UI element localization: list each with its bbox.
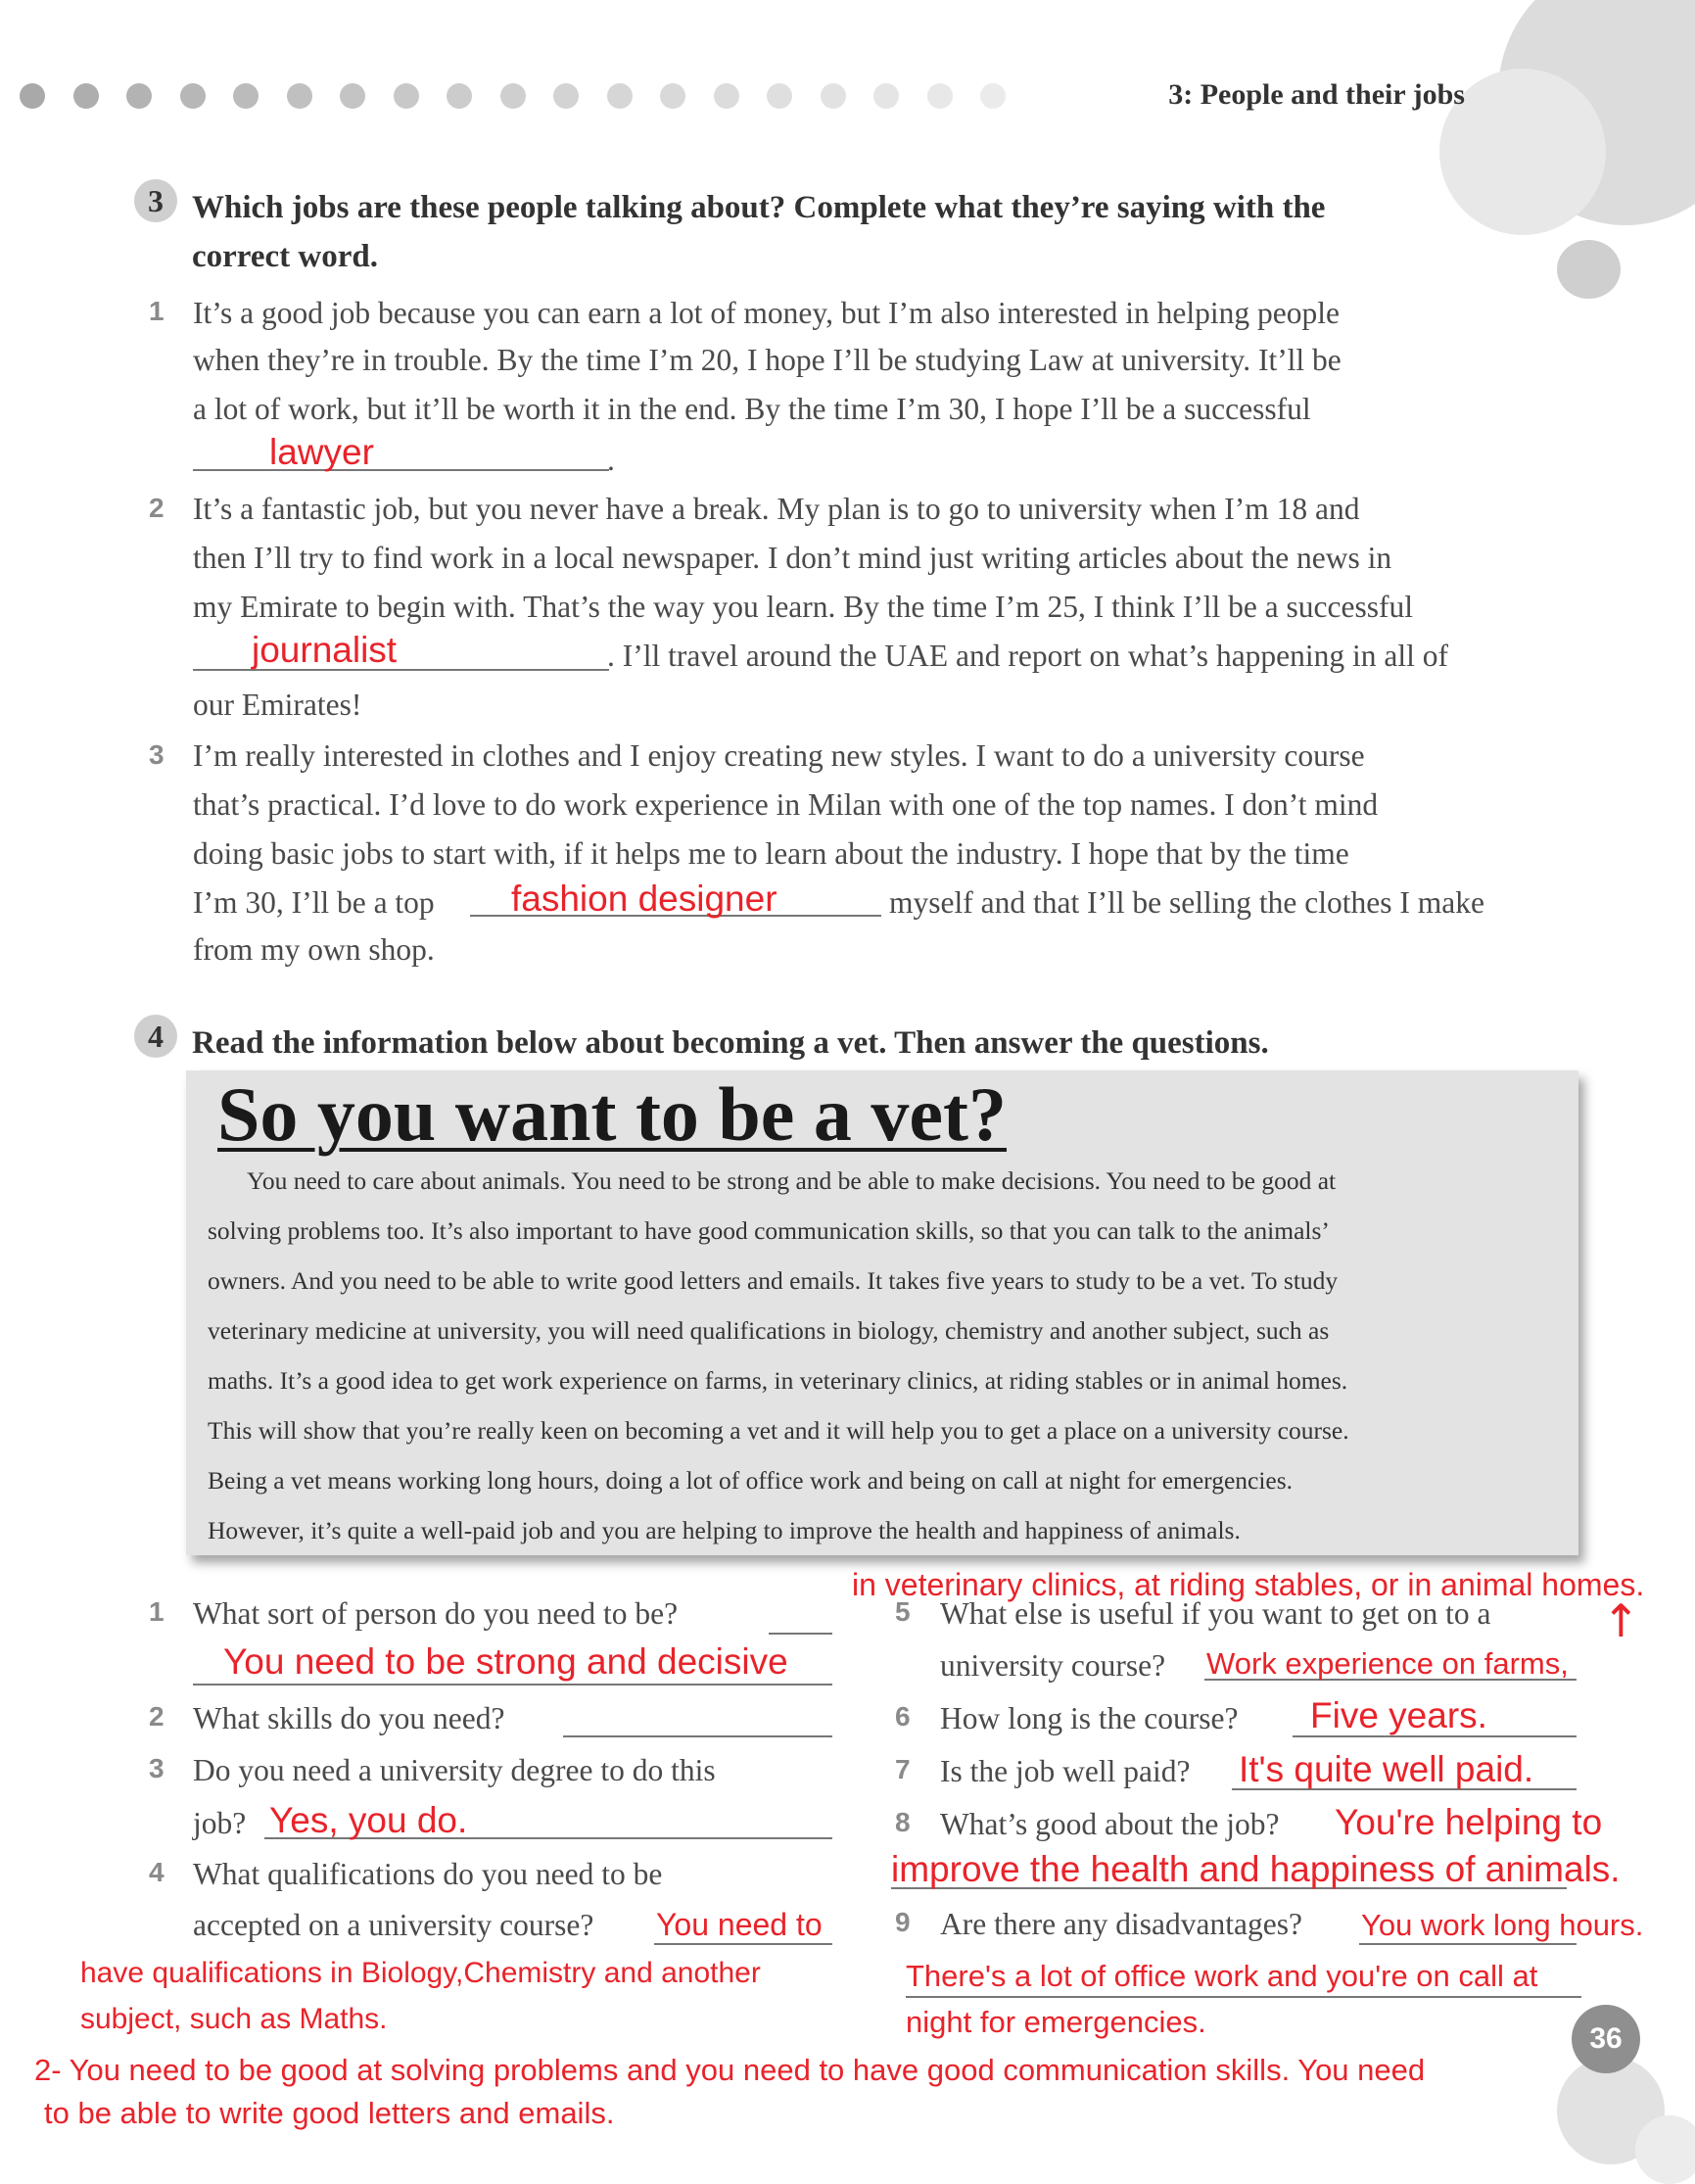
header-dot <box>447 83 472 109</box>
item-1-answer-blank[interactable] <box>193 436 609 471</box>
item-1-answer: lawyer <box>269 432 374 472</box>
q4-text-line2: accepted on a university course? <box>193 1908 594 1942</box>
decorative-circle-small <box>1557 240 1621 299</box>
q8-number: 8 <box>895 1807 911 1837</box>
q3-text-line2: job? <box>193 1806 247 1840</box>
header-dot <box>767 83 792 109</box>
header-dot <box>20 83 45 109</box>
item-3-line4-rest: myself and that I’ll be selling the clothes I make <box>889 885 1484 920</box>
header-dot <box>500 83 526 109</box>
q2-answer-line2: to be able to write good letters and emails. <box>44 2096 615 2130</box>
item-2-line5: our Emirates! <box>193 688 362 722</box>
header-dot <box>287 83 312 109</box>
q3-answer: Yes, you do. <box>269 1800 468 1840</box>
vet-box-line: Being a vet means working long hours, doing a lot of office work and being on call at night for emergencies. <box>208 1466 1294 1495</box>
q5-text-line2: university course? <box>940 1648 1166 1683</box>
q4-answer-line3: subject, such as Maths. <box>80 2003 388 2035</box>
q5-answer-continuation: in veterinary clinics, at riding stables, or in animal homes. <box>852 1567 1645 1602</box>
vet-box-line: maths. It’s a good idea to get work experience on farms, in veterinary clinics, at riding stables or in animal homes. <box>208 1366 1348 1395</box>
exercise-3-title-line1: Which jobs are these people talking about? Complete what they’re saying with the <box>192 190 1326 225</box>
q6-answer: Five years. <box>1310 1695 1487 1735</box>
vet-box-line: owners. And you need to be able to write good letters and emails. It takes five years to study to be a vet. To study <box>208 1266 1339 1295</box>
q9-answer-line2: There's a lot of office work and you're on call at <box>906 1959 1538 1993</box>
q9-answer-line3: night for emergencies. <box>906 2005 1206 2039</box>
section-title: 3: People and their jobs <box>1168 78 1465 111</box>
header-dot <box>340 83 365 109</box>
q4-answer-part1: You need to <box>656 1907 823 1942</box>
exercise-3-title-line2: correct word. <box>192 239 378 274</box>
header-dot <box>821 83 846 109</box>
q4-answer-line2: have qualifications in Biology,Chemistry and another <box>80 1957 761 1989</box>
item-3-answer: fashion designer <box>511 878 777 919</box>
header-dot <box>873 83 899 109</box>
q1-number: 1 <box>149 1596 165 1627</box>
q8-answer-part1: You're helping to <box>1335 1802 1603 1842</box>
q5-answer: Work experience on farms, <box>1206 1646 1569 1681</box>
item-2-number: 2 <box>149 493 165 523</box>
exercise-3-number: 3 <box>134 179 177 222</box>
q4-answer-blank[interactable] <box>654 1910 832 1945</box>
item-3-line4-start: I’m 30, I’ll be a top <box>193 885 435 920</box>
vet-box-line: solving problems too. It’s also important to have good communication skills, so that you can talk to the animals’ <box>208 1216 1330 1245</box>
q1-blank-1[interactable] <box>769 1599 832 1635</box>
header-dot <box>980 83 1006 109</box>
q3-text-line1: Do you need a university degree to do this <box>193 1753 716 1787</box>
vet-box-line: veterinary medicine at university, you will need qualifications in biology, chemistry and another subject, such as <box>208 1316 1330 1345</box>
header-dot <box>553 83 579 109</box>
item-3-line2: that’s practical. I’d love to do work experience in Milan with one of the top names. I don’t mind <box>193 787 1379 822</box>
q2-answer-blank[interactable] <box>563 1702 832 1737</box>
q5-text-line1: What else is useful if you want to get on to a <box>940 1596 1491 1631</box>
q9-text: Are there any disadvantages? <box>940 1907 1302 1941</box>
q9-number: 9 <box>895 1907 911 1937</box>
header-dot-row <box>20 83 1018 109</box>
item-1-line3: a lot of work, but it’ll be worth it in the end. By the time I’m 30, I hope I’ll be a successful <box>193 392 1311 426</box>
q7-number: 7 <box>895 1754 911 1784</box>
q2-text: What skills do you need? <box>193 1701 505 1735</box>
q2-answer-line1: 2- You need to be good at solving problems and you need to have good communication skills. You need <box>34 2053 1426 2087</box>
up-arrow-icon: ↑ <box>1602 1594 1640 1647</box>
header-dot <box>394 83 419 109</box>
q4-text-line1: What qualifications do you need to be <box>193 1857 663 1891</box>
item-3-line5: from my own shop. <box>193 932 435 967</box>
q6-text: How long is the course? <box>940 1701 1239 1735</box>
q9-answer-part1: You work long hours. <box>1361 1908 1644 1942</box>
q4-number: 4 <box>149 1857 165 1887</box>
item-1-period: . <box>607 443 615 477</box>
vet-box-text <box>208 1156 1559 1555</box>
vet-box-line: You need to care about animals. You need to be strong and be able to make decisions. You need to be good at <box>247 1166 1337 1195</box>
header-dot <box>126 83 152 109</box>
header-dot <box>660 83 685 109</box>
item-2-line2: then I’ll try to find work in a local newspaper. I don’t mind just writing articles about the news in <box>193 541 1392 575</box>
item-3-line1: I’m really interested in clothes and I enjoy creating new styles. I want to do a university course <box>193 738 1365 773</box>
page-number: 36 <box>1572 2005 1640 2073</box>
q2-number: 2 <box>149 1701 165 1732</box>
vet-box-title: So you want to be a vet? <box>217 1071 1008 1157</box>
item-3-line3: doing basic jobs to start with, if it helps me to learn about the industry. I hope that by the time <box>193 836 1349 871</box>
header-dot <box>714 83 739 109</box>
header-dot <box>73 83 99 109</box>
q7-answer: It's quite well paid. <box>1239 1749 1534 1789</box>
q1-answer: You need to be strong and decisive <box>223 1641 788 1682</box>
vet-box-line: This will show that you’re really keen on becoming a vet and it will help you to get a place on a university course. <box>208 1416 1349 1445</box>
q8-answer-line2: improve the health and happiness of animals. <box>891 1849 1621 1889</box>
q1-text: What sort of person do you need to be? <box>193 1596 679 1631</box>
item-1-line1: It’s a good job because you can earn a lot of money, but I’m also interested in helping people <box>193 296 1340 330</box>
exercise-4-number: 4 <box>134 1015 177 1058</box>
item-2-line3: my Emirate to begin with. That’s the way you learn. By the time I’m 25, I think I’ll be a successful <box>193 590 1414 624</box>
item-3-number: 3 <box>149 739 165 770</box>
item-2-line1: It’s a fantastic job, but you never have a break. My plan is to go to university when I’m 18 and <box>193 492 1360 526</box>
header-dot <box>180 83 206 109</box>
q7-text: Is the job well paid? <box>940 1754 1191 1788</box>
q3-number: 3 <box>149 1753 165 1783</box>
q5-number: 5 <box>895 1596 911 1627</box>
footer-decorative-circle-small <box>1635 2115 1695 2184</box>
q8-text: What’s good about the job? <box>940 1807 1280 1841</box>
item-2-line4-rest: . I’ll travel around the UAE and report on what’s happening in all of <box>607 639 1449 673</box>
header-dot <box>233 83 259 109</box>
exercise-4-title: Read the information below about becoming a vet. Then answer the questions. <box>192 1025 1269 1061</box>
item-1-number: 1 <box>149 296 165 326</box>
header-dot <box>927 83 953 109</box>
item-1-line2: when they’re in trouble. By the time I’m 20, I hope I’ll be studying Law at university. It’ll be <box>193 343 1342 377</box>
vet-box-line: However, it’s quite a well-paid job and you are helping to improve the health and happiness of animals. <box>208 1516 1241 1544</box>
q6-number: 6 <box>895 1701 911 1732</box>
header-dot <box>607 83 633 109</box>
item-2-answer: journalist <box>252 630 398 670</box>
